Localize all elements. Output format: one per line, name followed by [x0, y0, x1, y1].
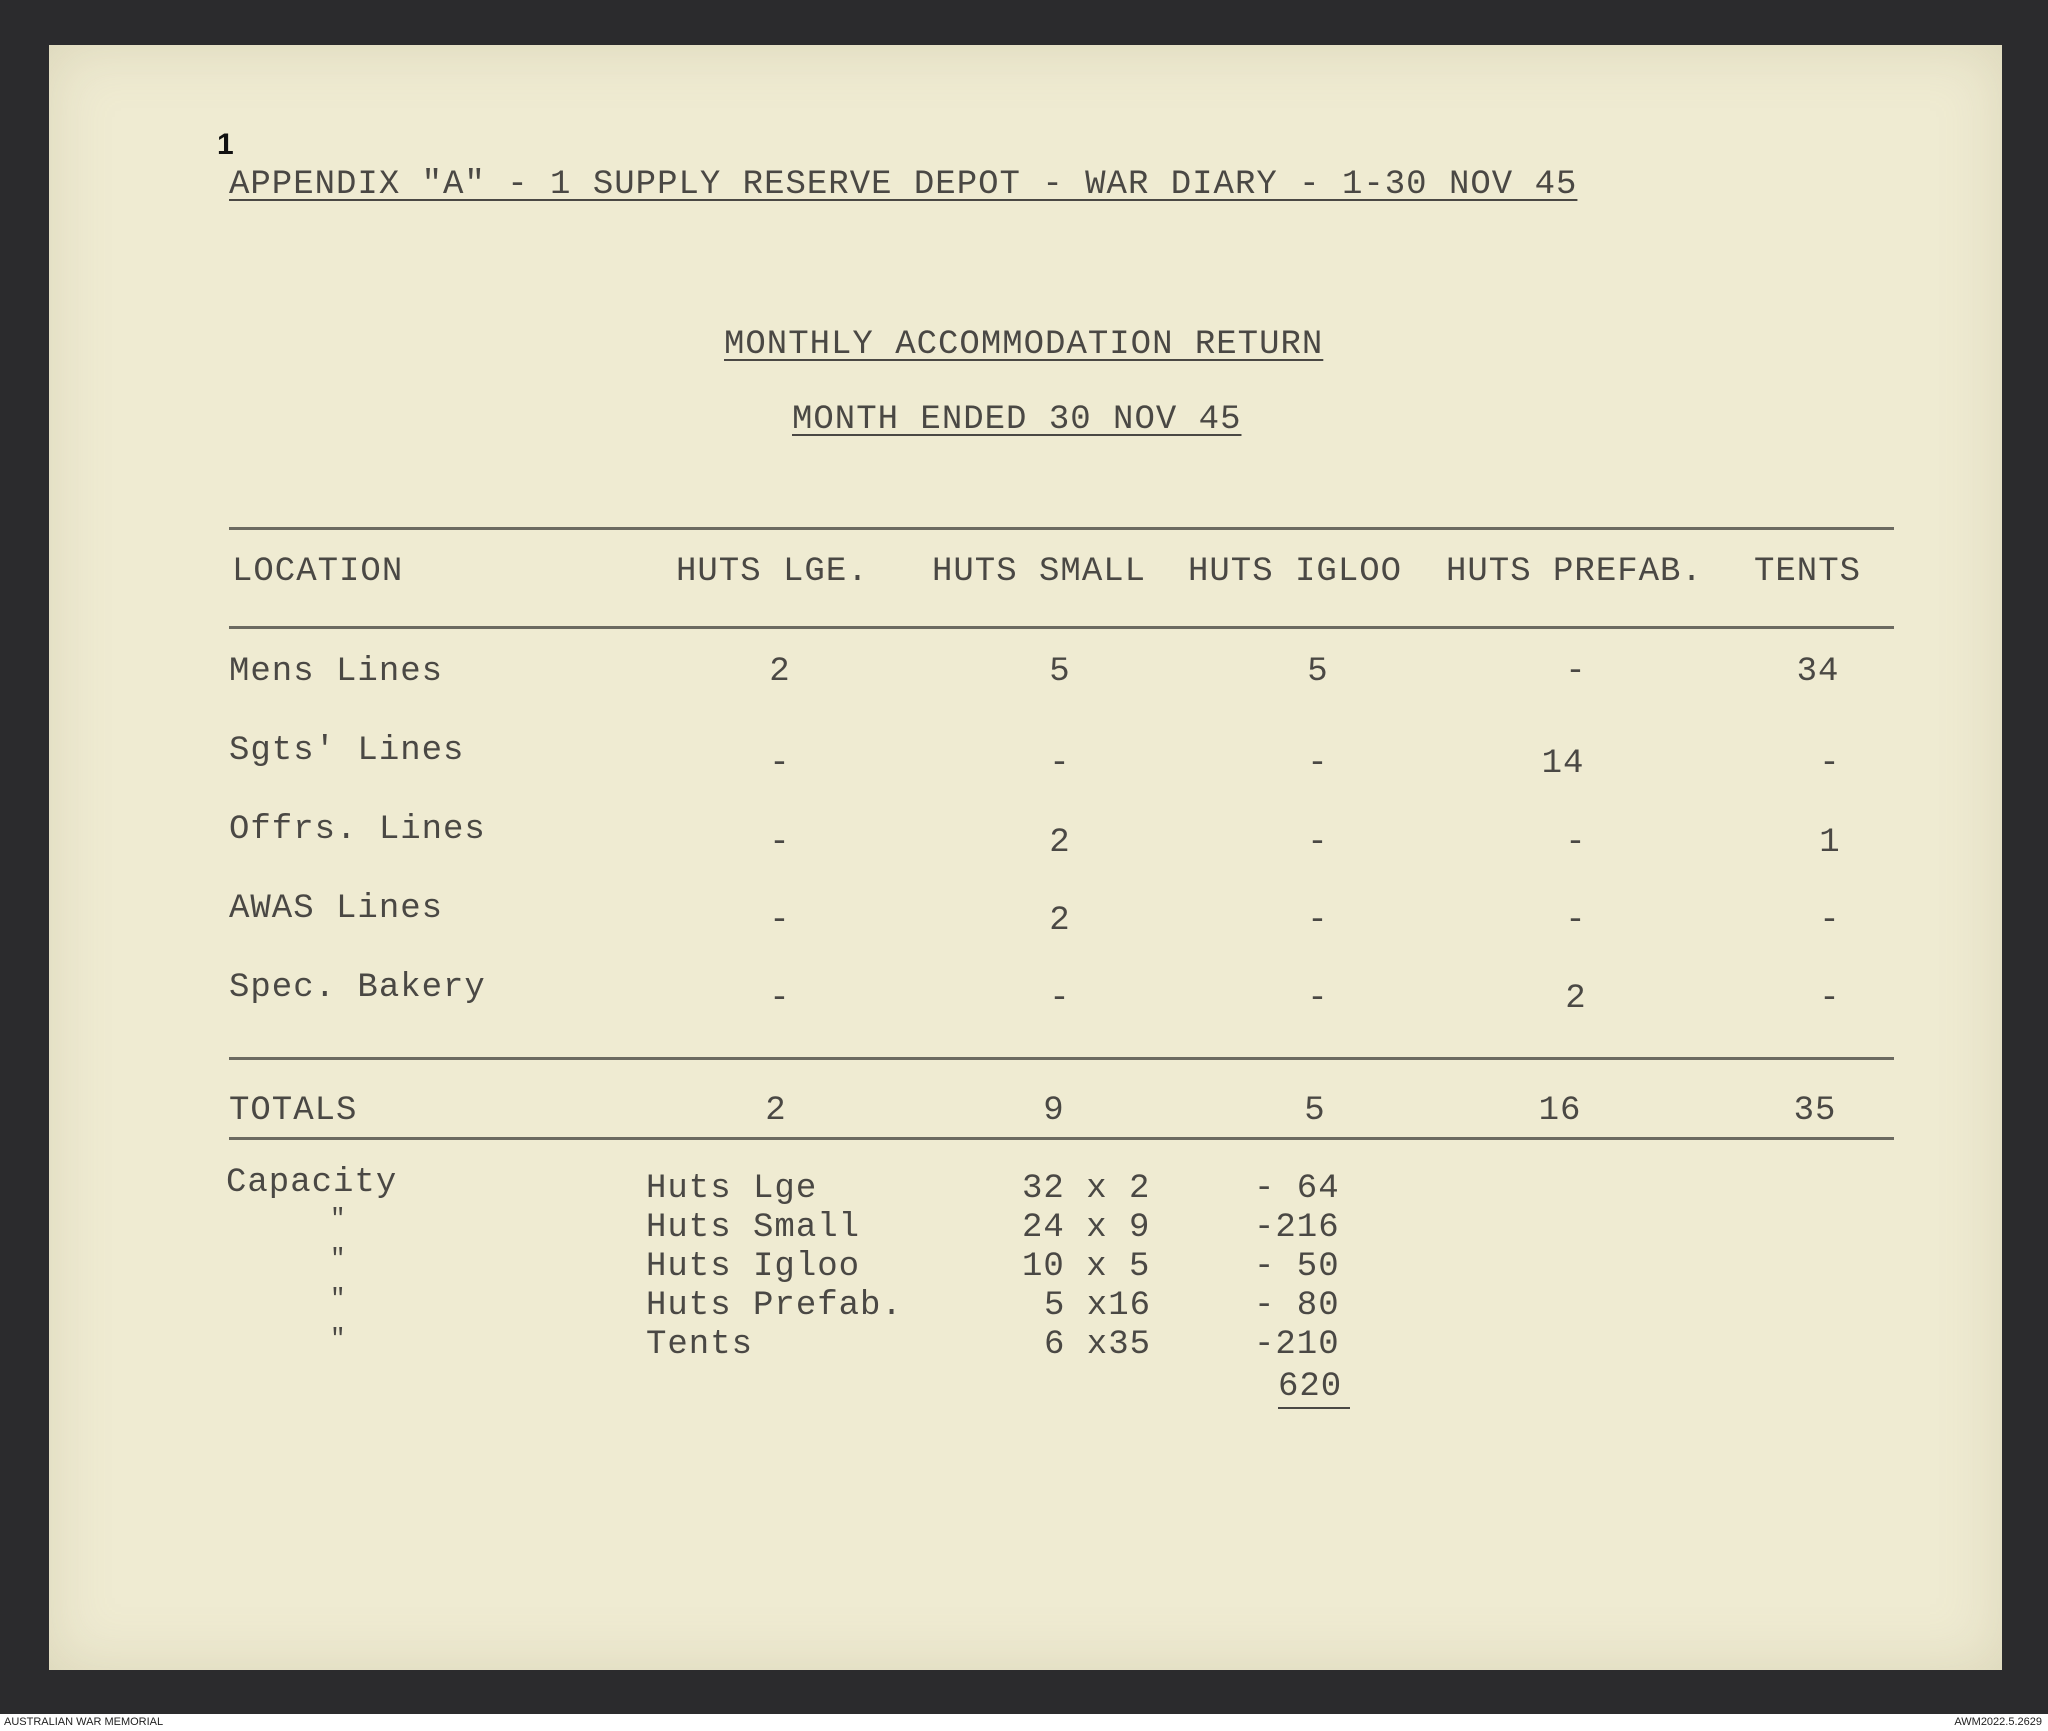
table-cell: - [1565, 824, 1587, 862]
table-cell: 2 [1049, 902, 1071, 940]
ditto-mark: " [330, 1244, 347, 1274]
totals-label: TOTALS [229, 1092, 358, 1130]
totals-top-rule [229, 1057, 1894, 1060]
ditto-mark: " [330, 1324, 347, 1354]
capacity-calc: 10 x 5 [1022, 1248, 1151, 1286]
table-cell: 5 [1307, 653, 1329, 691]
table-cell: - [1819, 902, 1841, 940]
table-cell: - [769, 745, 791, 783]
capacity-result: - 80 [1254, 1287, 1340, 1325]
table-cell: 14 [1541, 745, 1585, 783]
capacity-calc: 24 x 9 [1022, 1209, 1151, 1247]
capacity-result: -210 [1254, 1326, 1340, 1364]
capacity-label: Capacity [226, 1164, 398, 1202]
column-header-huts-igloo: HUTS IGLOO [1188, 553, 1403, 591]
document-title: MONTHLY ACCOMMODATION RETURN [724, 326, 1324, 364]
table-row-location: Mens Lines [229, 653, 444, 691]
totals-cell: 9 [1043, 1092, 1065, 1130]
capacity-result: - 50 [1254, 1248, 1340, 1286]
table-cell: 2 [1565, 980, 1587, 1018]
table-cell: - [769, 902, 791, 940]
column-header-tents: TENTS [1754, 553, 1862, 591]
footer-institution: AUSTRALIAN WAR MEMORIAL [4, 1716, 164, 1728]
capacity-result: - 64 [1254, 1170, 1340, 1208]
table-cell: - [1307, 745, 1329, 783]
column-header-location: LOCATION [232, 553, 404, 591]
totals-bottom-rule [229, 1137, 1894, 1140]
totals-cell: 35 [1793, 1092, 1837, 1130]
capacity-type: Huts Lge [646, 1170, 818, 1208]
capacity-type: Huts Prefab. [646, 1287, 903, 1325]
table-cell: - [1307, 902, 1329, 940]
capacity-type: Huts Small [646, 1209, 861, 1247]
table-cell: - [1307, 980, 1329, 1018]
ditto-mark: " [330, 1204, 347, 1234]
table-row-location: Offrs. Lines [229, 811, 486, 849]
footer-strip [0, 1714, 2048, 1731]
table-cell: - [1819, 745, 1841, 783]
page-number-mark: 1 [217, 128, 234, 161]
capacity-calc: 5 x16 [1044, 1287, 1152, 1325]
table-cell: - [1565, 653, 1587, 691]
column-header-huts-prefab: HUTS PREFAB. [1446, 553, 1703, 591]
table-row-location: AWAS Lines [229, 890, 444, 928]
table-cell: 2 [1049, 824, 1071, 862]
table-cell: - [1049, 745, 1071, 783]
column-header-huts-lge: HUTS LGE. [676, 553, 869, 591]
ditto-mark: " [330, 1284, 347, 1314]
table-cell: 5 [1049, 653, 1071, 691]
sum-underline [1278, 1407, 1350, 1409]
capacity-calc: 6 x35 [1044, 1326, 1152, 1364]
table-top-rule [229, 527, 1894, 530]
footer-accession-number: AWM2022.5.2629 [1954, 1716, 2042, 1728]
table-cell: - [769, 824, 791, 862]
table-cell: - [769, 980, 791, 1018]
table-cell: - [1565, 902, 1587, 940]
table-cell: 2 [769, 653, 791, 691]
table-cell: 34 [1796, 653, 1840, 691]
capacity-result: -216 [1254, 1209, 1340, 1247]
appendix-heading: APPENDIX "A" - 1 SUPPLY RESERVE DEPOT - WAR DIARY - 1-30 NOV 45 [229, 166, 1578, 204]
totals-cell: 5 [1304, 1092, 1326, 1130]
table-cell: - [1819, 980, 1841, 1018]
capacity-type: Tents [646, 1326, 754, 1364]
capacity-calc: 32 x 2 [1022, 1170, 1151, 1208]
document-subtitle: MONTH ENDED 30 NOV 45 [792, 401, 1242, 439]
header-rule [229, 626, 1894, 629]
document-page [49, 45, 2002, 1670]
table-cell: - [1307, 824, 1329, 862]
table-cell: - [1049, 980, 1071, 1018]
capacity-total: 620 [1278, 1368, 1343, 1406]
totals-cell: 16 [1538, 1092, 1582, 1130]
capacity-type: Huts Igloo [646, 1248, 861, 1286]
table-cell: 1 [1819, 824, 1841, 862]
column-header-huts-small: HUTS SMALL [932, 553, 1147, 591]
totals-cell: 2 [765, 1092, 787, 1130]
table-row-location: Sgts' Lines [229, 732, 465, 770]
table-row-location: Spec. Bakery [229, 969, 486, 1007]
